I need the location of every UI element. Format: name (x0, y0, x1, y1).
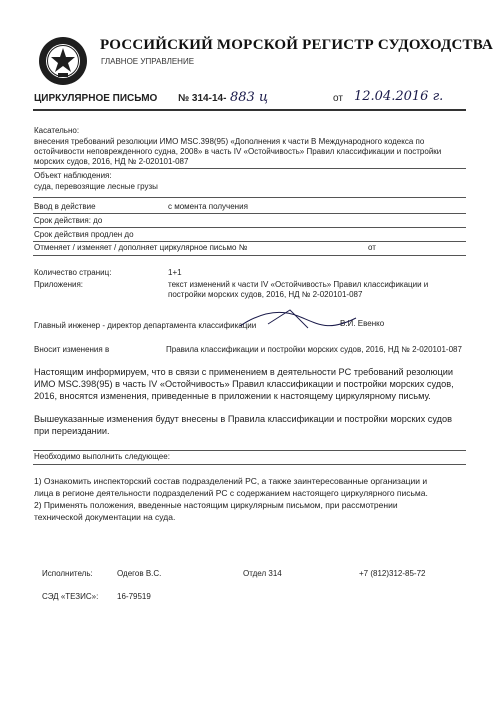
appendix-label: Приложения: (34, 280, 84, 289)
appendix-line1: текст изменений к части IV «Остойчивость» Правил классификации и (168, 280, 429, 289)
extended-until-label: Срок действия продлен до (34, 230, 134, 239)
executor-name: Одегов В.С. (117, 569, 162, 578)
letter-type: ЦИРКУЛЯРНОЕ ПИСЬМО (34, 93, 158, 104)
org-name: РОССИЙСКИЙ МОРСКОЙ РЕГИСТР СУДОХОДСТВА (100, 37, 494, 53)
signatory-position: Главный инженер - директор департамента классификации (34, 321, 257, 330)
executor-label: Исполнитель: (42, 569, 93, 578)
cancels-label: Отменяет / изменяет / дополняет циркулярное письмо № (34, 243, 248, 252)
amends-value: Правила классификации и постройки морских судов, 2016, НД № 2-020101-087 (166, 345, 462, 354)
pages-value: 1+1 (168, 268, 182, 277)
body-p2-line2: при переиздании. (34, 426, 110, 436)
divider (33, 227, 466, 228)
pages-label: Количество страниц: (34, 268, 112, 277)
letter-date-label: от (333, 93, 343, 104)
concerning-label: Касательно: (34, 126, 80, 135)
appendix-line2: постройки морских судов, 2016, НД № 2-020101-087 (168, 290, 363, 299)
body-p1-line3: 2016, вносятся изменения, приведенные в приложении к настоящему циркулярному письму. (34, 391, 431, 401)
divider (33, 197, 466, 198)
action-1-line2: лица в регионе деятельности подразделений РС с содержанием настоящего циркулярного письма. (34, 488, 428, 498)
header-divider (33, 109, 466, 111)
phone: +7 (812)312-85-72 (359, 569, 426, 578)
letter-number-handwritten: 883 ц (230, 90, 269, 105)
valid-until-label: Срок действия: до (34, 216, 103, 225)
letter-number-prefix: № 314-14- (178, 93, 227, 104)
divider (33, 450, 466, 451)
actions-label: Необходимо выполнить следующее: (34, 452, 170, 461)
action-2-line1: 2) Применять положения, введенные настоящим циркулярным письмом, при рассмотрении (34, 500, 398, 510)
sed-label: СЭД «ТЕЗИС»: (42, 592, 99, 601)
sed-value: 16-79519 (117, 592, 151, 601)
letter-date-handwritten: 12.04.2016 г. (354, 89, 444, 104)
effective-label: Ввод в действие (34, 202, 96, 211)
concerning-line3: морских судов, 2016, НД № 2-020101-087 (34, 157, 189, 166)
divider (33, 255, 466, 256)
object-value: суда, перевозящие лесные грузы (34, 182, 158, 191)
body-p1-line2: ИМО MSC.398(95) в часть IV «Остойчивость» Правил классификации и постройки морских судов, (34, 379, 454, 389)
concerning-line1: внесения требований резолюции ИМО MSC.398(95) «Дополнения к части В Международного кодекса по (34, 137, 425, 146)
rs-emblem-icon (38, 36, 88, 86)
department: Отдел 314 (243, 569, 282, 578)
org-subtitle: ГЛАВНОЕ УПРАВЛЕНИЕ (101, 57, 195, 66)
handwritten-signature-icon (238, 304, 358, 334)
action-2-line2: технической документации на суда. (34, 512, 176, 522)
divider (33, 241, 466, 242)
divider (33, 464, 466, 465)
signatory-name: В.И. Евенко (340, 319, 385, 328)
rs-logo (38, 36, 88, 86)
amends-label: Вносит изменения в (34, 345, 110, 354)
concerning-line2: остойчивости неповрежденного судна, 2008» в часть IV «Остойчивость» Правил классификации и постройки (34, 147, 442, 156)
effective-value: с момента получения (168, 202, 248, 211)
body-p2-line1: Вышеуказанные изменения будут внесены в Правила классификации и постройки морских судов (34, 414, 453, 424)
divider (33, 168, 466, 169)
divider (33, 213, 466, 214)
action-1-line1: 1) Ознакомить инспекторский состав подразделений РС, а также заинтересованные организации и (34, 476, 428, 486)
object-label: Объект наблюдения: (34, 171, 112, 180)
body-p1-line1: Настоящим информируем, что в связи с применением в деятельности РС требований резолюции (34, 367, 454, 377)
cancels-from: от (368, 243, 376, 252)
